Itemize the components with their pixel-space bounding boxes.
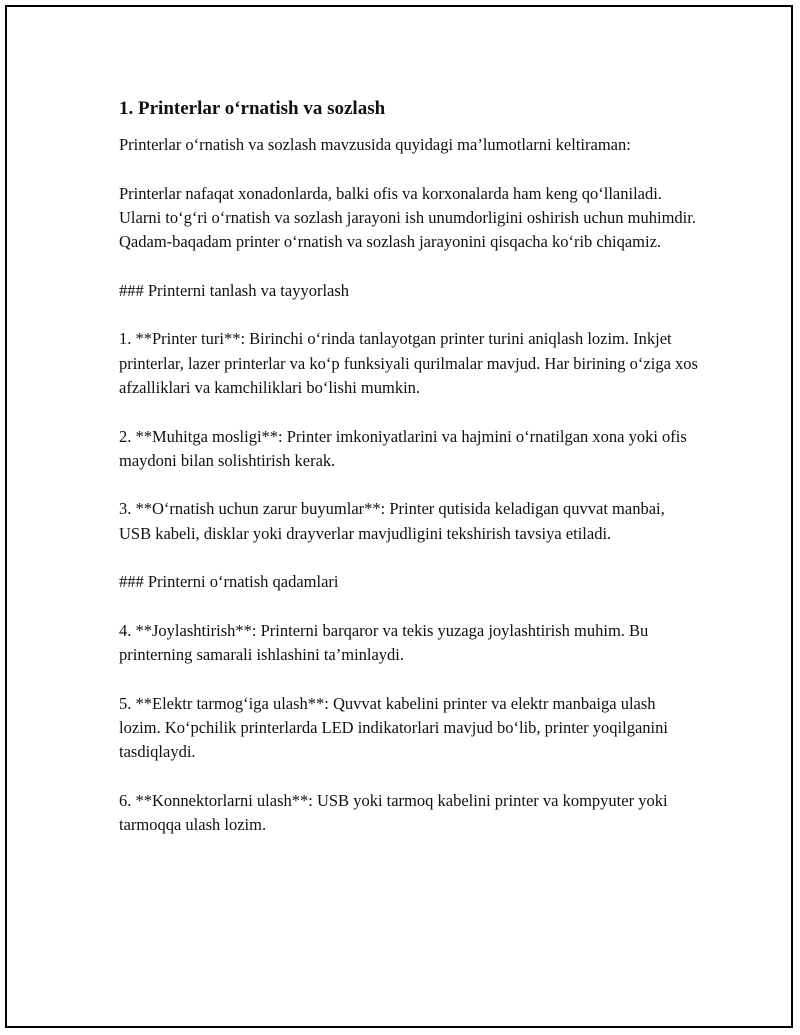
subheading-installation: ### Printerni o‘rnatish qadamlari <box>119 572 339 592</box>
list-item-required-items: 3. **O‘rnatish uchun zarur buyumlar**: Printer qutisida keladigan quvvat manbai, USB kabeli, disklar yoki drayverlar mavjudligini tekshirish tavsiya etiladi. <box>119 499 665 543</box>
list-item-environment: 2. **Muhitga mosligi**: Printer imkoniyatlarini va hajmini o‘rnatilgan xona yoki ofis maydoni bilan solishtirish kerak. <box>119 426 687 470</box>
document-body <box>119 97 699 862</box>
list-item-placement: 4. **Joylashtirish**: Printerni barqaror va tekis yuzaga joylashtirish muhim. Bu printerning samarali ishlashini ta’minlaydi. <box>119 620 649 665</box>
list-item-connectors: 6. **Konnektorlarni ulash**: USB yoki tarmoq kabelini printer va kompyuter yoki tarmoqqa ulash lozim. <box>119 791 668 835</box>
intro-paragraph: Printerlar o‘rnatish va sozlash mavzusida quyidagi ma’lumotlarni keltiraman: <box>119 135 631 154</box>
subheading-selection: ### Printerni tanlash va tayyorlash <box>119 280 350 300</box>
document-page <box>5 5 793 1028</box>
list-item-printer-type: 1. **Printer turi**: Birinchi o‘rinda tanlayotgan printer turini aniqlash lozim. Inkjet printerlar, lazer printerlar va ko‘p funksiyali qurilmalar mavjud. Har birining o‘ziga xos afzalliklari va kamchiliklari bo‘lishi mumkin. <box>119 329 698 397</box>
list-item-power: 5. **Elektr tarmog‘iga ulash**: Quvvat kabelini printer va elektr manbaiga ulash lozim. Ko‘pchilik printerlarda LED indikatorlari mavjud bo‘lib, printer yoqilganini tasdiqlaydi. <box>119 693 668 762</box>
overview-paragraph: Printerlar nafaqat xonadonlarda, balki ofis va korxonalarda ham keng qo‘llaniladi. Ularni to‘g‘ri o‘rnatish va sozlash jarayoni ish unumdorligini oshirish uchun muhimdir. Qadam-baqadam printer o‘rnatish va sozlash jarayonini qisqacha ko‘rib chiqamiz. <box>119 183 696 252</box>
section-heading: 1. Printerlar o‘rnatish va sozlash <box>119 98 386 119</box>
